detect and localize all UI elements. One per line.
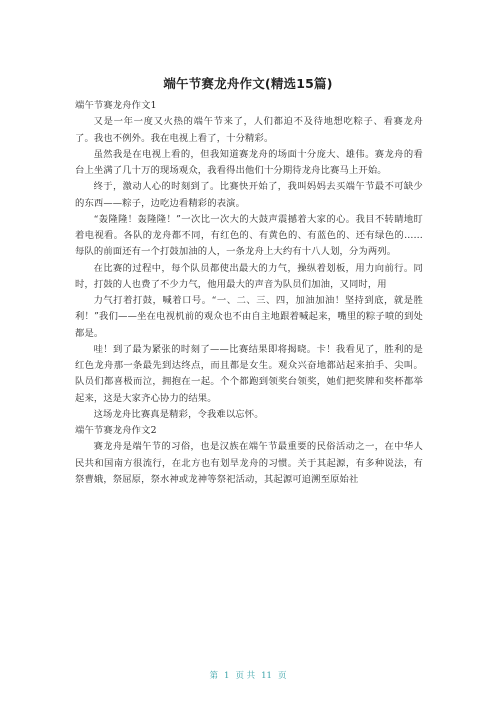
paragraph: “轰隆隆！轰隆隆！”一次比一次大的大鼓声震撼着大家的心。我目不转睛地盯着电视看。各队的龙舟都不同，有红色的、有黄色的、有蓝色的、还有绿色的……每队的前面还有一个打鼓加油的人，一条龙舟上大约有十八人划，分为两列。 — [75, 213, 423, 258]
section-heading: 端午节赛龙舟作文2 — [75, 425, 157, 436]
paragraph: 这场龙舟比赛真是精彩，令我难以忘怀。 — [93, 408, 264, 420]
footer-suffix: 页 — [277, 671, 287, 681]
footer-prefix: 第 — [209, 671, 219, 681]
paragraph: 终于，激动人心的时刻到了。比赛快开始了，我叫妈妈去买端午节最不可缺少的东西——粽子，边吃边看精彩的表演。 — [75, 181, 423, 209]
total-pages-number: 11 — [261, 671, 272, 681]
page-footer — [0, 669, 496, 681]
paragraph: 赛龙舟是端午节的习俗，也是汉族在端午节最重要的民俗活动之一，在中华人民共和国南方很流行，在北方也有划旱龙舟的习惯。关于其起源，有多种说法，有祭曹娥，祭屈原，祭水神或龙神等祭祀活动，其起源可追溯至原始社 — [75, 441, 423, 485]
paragraph: 力气打着打鼓，喊着口号。“一、二、三、四，加油加油！坚持到底，就是胜利！”我们——坐在电视机前的观众也不由自主地跟着喊起来，嘴里的粽子喷的到处都是。 — [75, 295, 423, 339]
document-body — [75, 98, 423, 488]
document-title: 端午节赛龙舟作文(精选15篇) — [163, 76, 333, 91]
current-page-number: 1 — [224, 671, 230, 681]
section-heading: 端午节赛龙舟作文1 — [75, 100, 157, 111]
paragraph: 在比赛的过程中，每个队员都使出最大的力气，操纵着划板，用力向前行。同时，打鼓的人也费了不少力气，他用最大的声音为队员们加油，又同时，用 — [75, 262, 423, 290]
paragraph: 哇！到了最为紧张的时刻了——比赛结果即将揭晓。卡！我看见了，胜利的是红色龙舟那一条最先到达终点，而且都是女生。观众兴奋地都站起来拍手、尖叫。队员们都喜极而泣，拥抱在一起。个个都跑到领奖台领奖，她们把奖牌和奖杯都举起来，这是大家齐心协力的结果。 — [75, 343, 423, 404]
footer-middle: 页 共 — [235, 671, 256, 681]
paragraph: 虽然我是在电视上看的，但我知道赛龙舟的场面十分庞大、雄伟。赛龙舟的看台上坐满了几十万的现场观众，我看得出他们十分期待龙舟比赛马上开始。 — [75, 148, 423, 176]
paragraph: 又是一年一度又火热的端午节来了，人们都迫不及待地想吃粽子、看赛龙舟了。我也不例外。我在电视上看了，十分精彩。 — [75, 116, 423, 144]
